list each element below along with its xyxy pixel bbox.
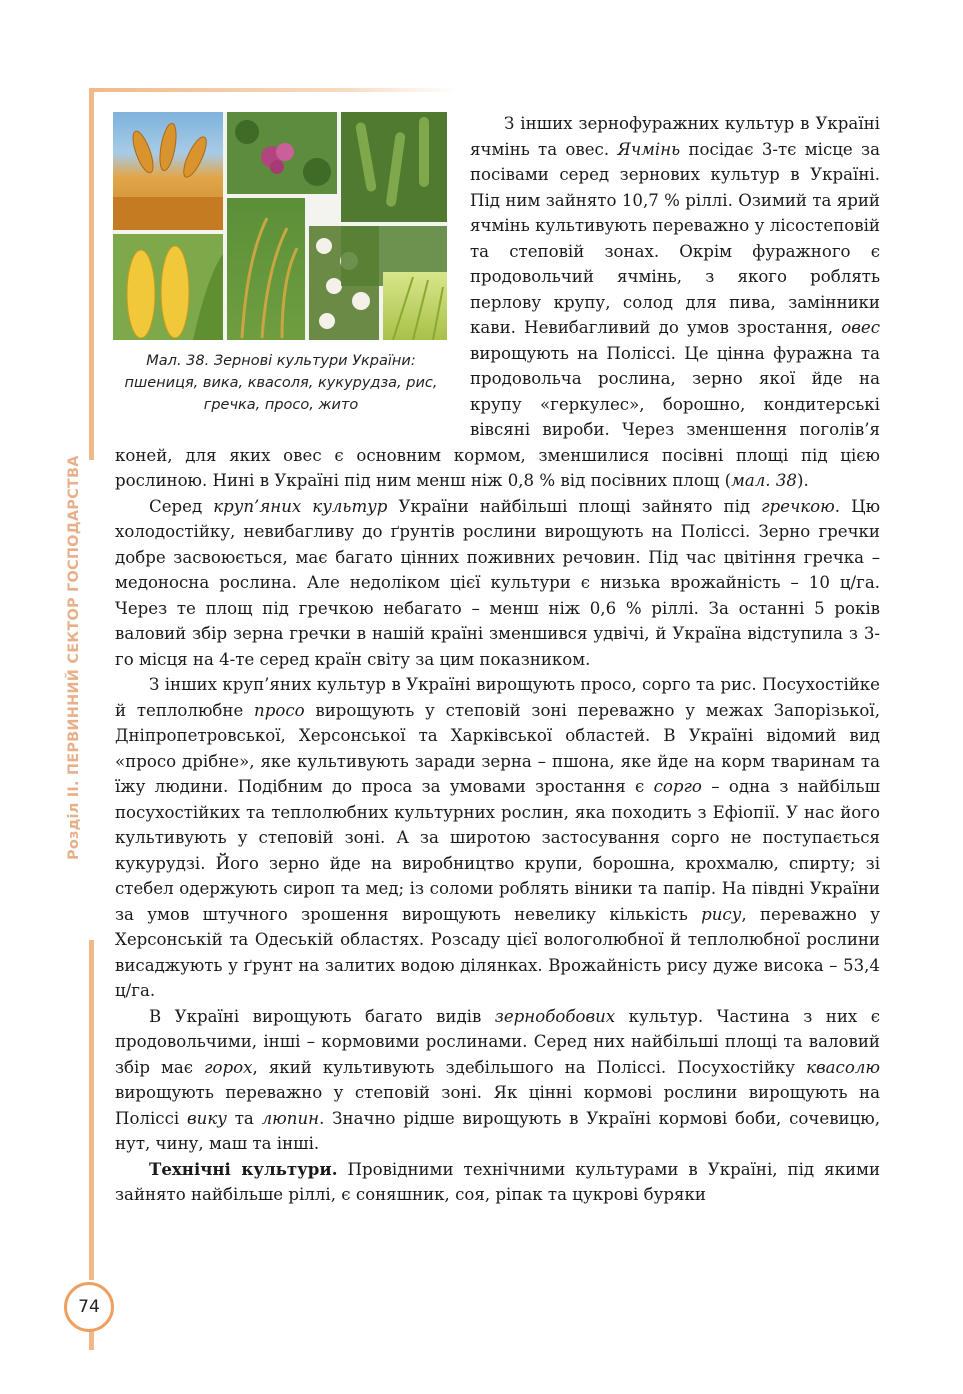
term-peas: горох [204,1057,253,1077]
text-run: Серед [149,496,214,516]
text-run: В Україні вирощують багато видів [149,1006,495,1026]
term-barley: Ячмінь [617,139,681,159]
main-text [115,111,880,1208]
decorative-vertical-line-bottom [89,940,94,1280]
term-groat-crops: круп’яних культур [213,496,388,516]
paragraph-industrial-crops [115,1157,880,1208]
term-oats: овес [841,318,880,337]
text-run: вирощують переважно у степовій зоні. Як цінні кормові рослини вирощують на Поліссі [115,1083,880,1128]
section-side-label: Розділ ІІ. ПЕРВИННИЙ СЕКТОР ГОСПОДАРСТВА [66,455,82,860]
page-number: 74 [64,1282,114,1332]
figure-float-space [115,111,470,427]
decorative-vertical-line-top [89,88,94,460]
text-run: Провідними технічними культурами в Україні, під якими зайнято найбільше ріллі, є соняшник, соя, ріпак та цукрові буряки [115,1159,881,1204]
paragraph-millet-sorghum-rice [115,672,880,1004]
paragraph-buckwheat [115,494,880,673]
text-run: вирощують у степовій зоні переважно у межах Запорізької, Дніпропетровської, Херсонської та Харківської областей. В Україні відомий вид «просо дрібне», яке культивують заради зерна – пшона, яке йде на корм тваринам та їжу людини. Подібним до проса за умовами зростання є [115,700,880,796]
text-run: України найбільші площі зайнято під [387,496,762,516]
text-run: . Значно рідше вирощують в Україні кормові боби, сочевицю, нут, чину, маш та інші. [115,1108,880,1153]
figure-caption: Мал. 38. Зернові культури України: пшениця, вика, квасоля, кукурудза, рис, гречка, просо, жито [124,353,438,413]
term-millet: просо [254,700,305,720]
text-run: , переважно у Херсонській та Одеській областях. Розсаду цієї вологолюбної й теплолюбної рослини висаджують у ґрунт на залитих водою ділянках. Врожайність рису дуже висока – 53,4 ц/га. [115,904,880,1000]
term-sorghum: сорго [653,777,702,796]
term-legumes: зернобобових [494,1006,616,1026]
decorative-horizontal-line [89,88,459,92]
text-run: культур. Частина з них є продовольчими, інші – кормовими рослинами. Серед них найбільші площі та валовий збір має [115,1006,880,1077]
page-number-bar [89,1330,94,1350]
text-run: З інших зернофуражних культур в Україні ячмінь та овес. [470,114,880,159]
text-run: – одна з найбільш посухостійких та теплолюбних культурних рослин, яка походить з Ефіопії. У нас його культивують у степовій зоні. А за широтою застосування сорго не поступається кукурудзі. Його зерно йде на виробництво крупи, борошна, крохмалю, спирту; зі стебел одержують сироп та мед; із соломи роблять віники та папір. На півдні України за умов штучного зрошення вирощують невелику кількість [115,777,880,924]
paragraph-legumes [115,1004,880,1157]
term-lupine: люпин [261,1108,320,1128]
text-run: та [226,1108,262,1128]
term-buckwheat: гречкою [761,496,835,516]
term-vetch: вику [187,1108,227,1128]
text-run: , який культивують здебільшого на Поліссі. Посухостійку [252,1057,807,1077]
heading-industrial-crops: Технічні культури. [149,1158,338,1179]
text-run: ). [796,471,809,490]
term-beans: квасолю [806,1057,880,1077]
text-run: вирощують на Поліссі. Це цінна фуражна та продовольча рослина, зерно якої йде на крупу «геркулес», борошно, кондитерські вівсяні вироби. Через зменшення поголів’я коней, для яких овес є основним кормом, зменшилися посівні площі під цією рослиною. Нині в Україні під ним менш ніж 0,8 % від посівних площ ( [115,343,880,490]
term-rice: рису [701,904,742,924]
text-run: З інших круп’яних культур в Україні вирощують просо, сорго та рис. Посухостійке й теплолюбне [115,675,880,720]
figure-reference: мал. 38 [731,471,797,490]
text-run: . Цю холодостійку, невибагливу до ґрунтів рослини вирощують на Поліссі. Зерно гречки добре засвоюється, має багато цінних поживних речовин. Під час цвітіння гречка – медоносна рослина. Але недоліком цієї культури є низька врожайність – 10 ц/га. Через те площ під гречкою небагато – менш ніж 0,6 % ріллі. За останні 5 років валовий збір зерна гречки в нашій країні зменшився удвічі, й Україна відступила з 3-го місця на 4-те серед країн світу за цим показником. [115,496,881,669]
text-run: посідає 3-тє місце за посівами серед зернових культур в Україні. Під ним зайнято 10,7 % ріллі. Озимий та ярий ячмінь культивують переважно у лісостеповій та степовій зонах. Окрім фуражного є продовольчий ячмінь, з якого роблять перлову крупу, солод для пива, замінники кави. Невибагливий до умов зростання, [470,139,880,337]
